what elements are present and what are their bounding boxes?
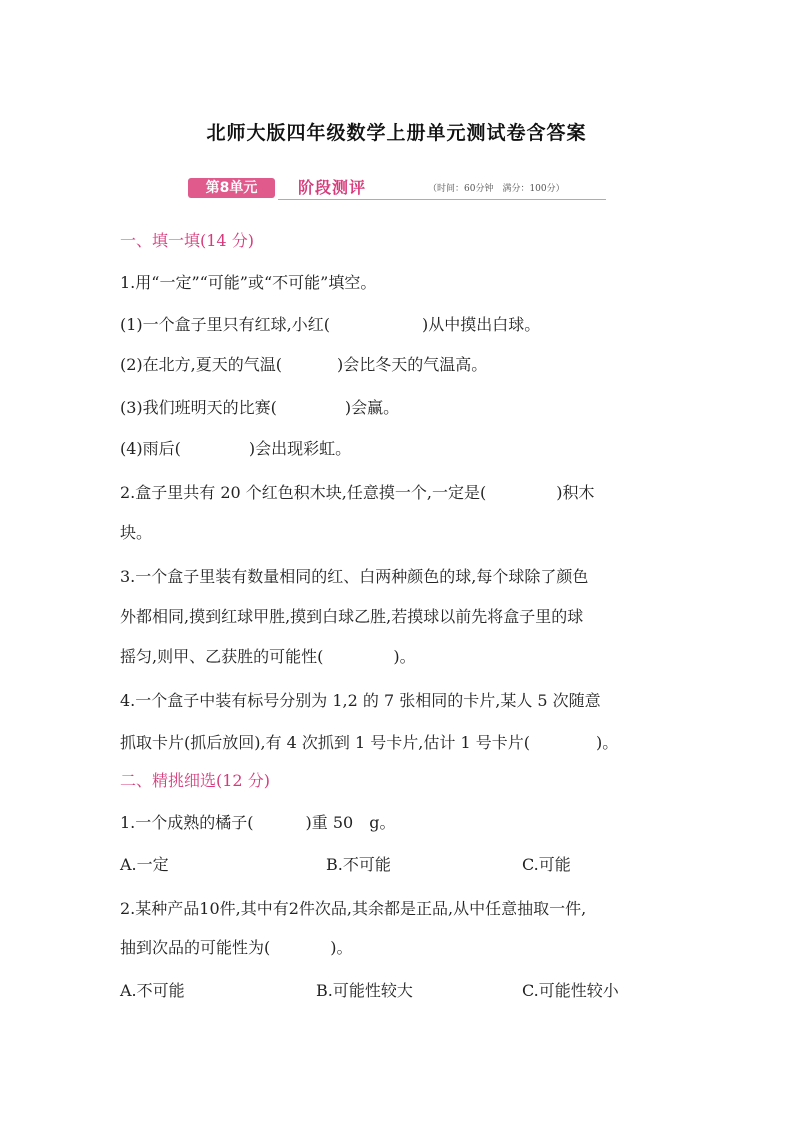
question-1-1 [120,314,540,336]
q1-1-text-b: )从中摸出白球。 [422,315,541,334]
mc1-option-a[interactable]: A.一定 [120,855,169,874]
q3-text-a: 摇匀,则甲、乙获胜的可能性( [120,647,324,666]
mc1-text-a: 1.一个成熟的橘子( [120,813,254,832]
mc2-text-b: )。 [330,938,353,957]
question-1-stem: 1.用“一定”“可能”或“不可能”填空。 [120,273,377,292]
question-2-line-1 [120,482,594,504]
unit-tag: 第8单元 [188,178,275,198]
mc2-option-b[interactable]: B.可能性较大 [316,981,413,1000]
q1-1-text-a: (1)一个盒子里只有红球,小红( [120,315,330,334]
unit-banner [188,178,606,202]
mc-question-1 [120,812,395,834]
q2-text-b: )积木 [556,483,595,502]
q1-2-text-a: (2)在北方,夏天的气温( [120,355,282,374]
q4-text-a: 抓取卡片(抓后放回),有 4 次抓到 1 号卡片,估计 1 号卡片( [120,733,530,752]
mc2-option-a[interactable]: A.不可能 [120,981,185,1000]
mc1-option-c[interactable]: C.可能 [522,855,571,874]
question-4-line-2 [120,732,618,754]
mc2-text-a: 抽到次品的可能性为( [120,938,271,957]
question-3-line-2: 外都相同,摸到红球甲胜,摸到白球乙胜,若摸球以前先将盒子里的球 [120,607,584,626]
q1-4-text-a: (4)雨后( [120,439,181,458]
question-3-line-3 [120,646,416,668]
time-score-info: （时间：60分钟 满分：100分） [428,184,565,194]
question-4-line-1: 4.一个盒子中装有标号分别为 1,2 的 7 张相同的卡片,某人 5 次随意 [120,691,601,710]
q4-text-b: )。 [595,733,619,752]
q1-4-text-b: )会出现彩虹。 [248,439,352,458]
question-1-2 [120,354,487,376]
question-1-4 [120,438,351,460]
question-3-line-1: 3.一个盒子里装有数量相同的红、白两种颜色的球,每个球除了颜色 [120,567,589,586]
section-2-title: 二、精挑细选(12 分) [120,771,270,790]
q1-3-text-a: (3)我们班明天的比赛( [120,398,277,417]
banner-underline [278,199,606,200]
q1-2-text-b: )会比冬天的气温高。 [337,355,488,374]
page-title: 北师大版四年级数学上册单元测试卷含答案 [206,122,587,144]
mc1-text-b: )重 50 g。 [305,813,396,832]
assessment-name: 阶段测评 [298,178,367,197]
q3-text-b: )。 [393,647,416,666]
section-1-title: 一、填一填(14 分) [120,231,254,250]
question-2-line-2: 块。 [120,523,153,542]
question-1-3 [120,397,399,419]
mc-question-2-line-1: 2.某种产品10件,其中有2件次品,其余都是正品,从中任意抽取一件, [120,899,587,918]
q1-3-text-b: )会赢。 [344,398,400,417]
q2-text-a: 2.盒子里共有 20 个红色积木块,任意摸一个,一定是( [120,483,487,502]
mc1-option-b[interactable]: B.不可能 [326,855,391,874]
mc-question-2-line-2 [120,937,353,959]
mc2-option-c[interactable]: C.可能性较小 [522,981,619,1000]
